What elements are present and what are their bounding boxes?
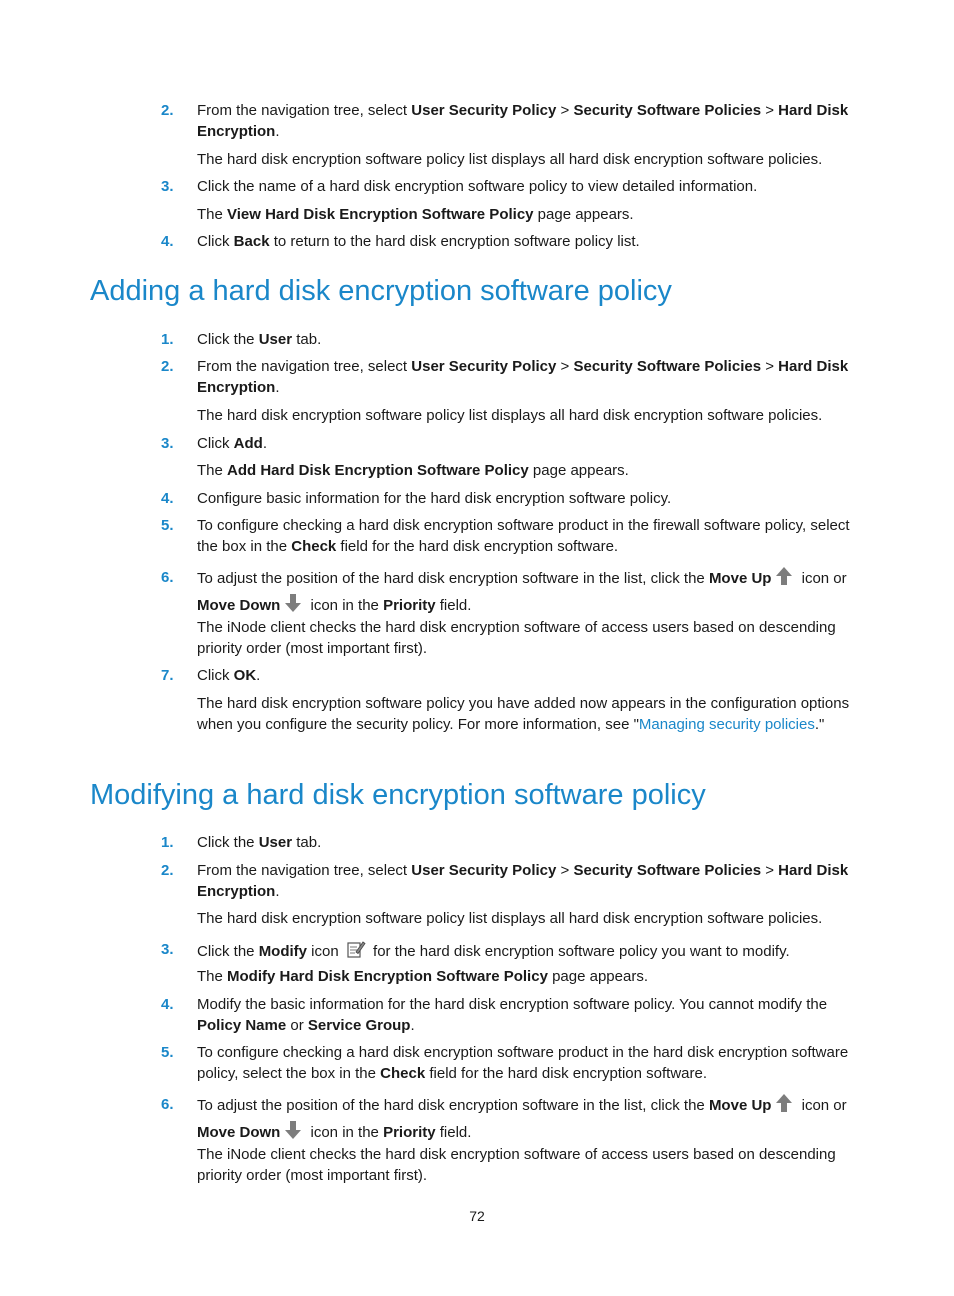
step-number: 2. <box>161 358 174 375</box>
page-number: 72 <box>469 1208 485 1224</box>
step-note: The hard disk encryption software policy list displays all hard disk encryption software policies. <box>197 407 823 424</box>
step-item: 1. Click the User tab. <box>161 331 322 348</box>
step-item: 2. From the navigation tree, select User Security Policy > Security Software Policies > Hard Disk Encryption. <box>161 102 849 140</box>
step-number: 2. <box>161 862 174 879</box>
move-down-icon <box>283 593 303 620</box>
step-note: The hard disk encryption software policy list displays all hard disk encryption software policies. <box>197 910 823 927</box>
step-item: 5. To configure checking a hard disk encryption software product in the firewall software policy, select the box in the Check field for the hard disk encryption software. <box>161 517 850 555</box>
menu-path-security-software-policies: Security Software Policies <box>573 102 762 119</box>
step-number: 4. <box>161 233 174 250</box>
step-note: The iNode client checks the hard disk encryption software of access users based on descending priority order (most important first). <box>197 619 836 657</box>
step-number: 7. <box>161 667 174 684</box>
step-item: 4. Modify the basic information for the hard disk encryption software policy. You cannot modify the Policy Name or Service Group. <box>161 996 828 1034</box>
modify-icon <box>346 939 366 965</box>
step-number: 6. <box>161 1096 174 1113</box>
section-heading-adding: Adding a hard disk encryption software policy <box>90 275 672 307</box>
managing-security-policies-link[interactable]: Managing security policies <box>638 716 815 733</box>
step-item: 2. From the navigation tree, select User Security Policy > Security Software Policies > Hard Disk Encryption. <box>161 358 849 396</box>
step-number: 4. <box>161 490 174 507</box>
step-item: 7. Click OK. <box>161 667 261 684</box>
step-note: The hard disk encryption software policy you have added now appears in the configuration options when you configure the security policy. For more information, see "Managing security policies." <box>197 695 850 733</box>
step-number: 4. <box>161 996 174 1013</box>
section-heading-modifying: Modifying a hard disk encryption software policy <box>90 779 706 811</box>
menu-path-hard-disk-encryption: Hard Disk Encryption <box>197 102 849 140</box>
step-number: 1. <box>161 834 174 851</box>
step-number: 3. <box>161 941 174 958</box>
step-item: 2. From the navigation tree, select User Security Policy > Security Software Policies > Hard Disk Encryption. <box>161 862 849 900</box>
step-item: 5. To configure checking a hard disk encryption software product in the hard disk encryption software policy, select the box in the Check field for the hard disk encryption software. <box>161 1044 849 1082</box>
move-up-icon <box>774 1093 794 1120</box>
step-item: 4. Configure basic information for the hard disk encryption software policy. <box>161 490 672 507</box>
step-number: 2. <box>161 102 174 119</box>
move-down-icon <box>283 1120 303 1147</box>
step-item: 3. Click the name of a hard disk encryption software policy to view detailed information. <box>161 178 758 195</box>
step-number: 5. <box>161 517 174 534</box>
step-item: 1. Click the User tab. <box>161 834 322 851</box>
step-item: 6. To adjust the position of the hard disk encryption software in the list, click the Move Up icon or Move Down icon in the Priority field. <box>161 566 866 620</box>
step-item: 3. Click the Modify icon for the hard disk encryption software policy you want to modify. <box>161 939 866 965</box>
step-item: 3. Click Add. <box>161 435 268 452</box>
step-note: The View Hard Disk Encryption Software Policy page appears. <box>197 206 634 223</box>
step-number: 3. <box>161 435 174 452</box>
step-note: The hard disk encryption software policy list displays all hard disk encryption software policies. <box>197 151 823 168</box>
step-number: 1. <box>161 331 174 348</box>
step-number: 5. <box>161 1044 174 1061</box>
step-item: 6. To adjust the position of the hard disk encryption software in the list, click the Move Up icon or Move Down icon in the Priority field. <box>161 1093 866 1147</box>
step-number: 6. <box>161 569 174 586</box>
move-up-icon <box>774 566 794 593</box>
step-note: The Add Hard Disk Encryption Software Policy page appears. <box>197 462 629 479</box>
step-note: The iNode client checks the hard disk encryption software of access users based on descending priority order (most important first). <box>197 1146 836 1184</box>
step-item: 4. Click Back to return to the hard disk encryption software policy list. <box>161 233 640 250</box>
menu-path-user-security-policy: User Security Policy <box>411 102 557 119</box>
step-number: 3. <box>161 178 174 195</box>
step-note: The Modify Hard Disk Encryption Software Policy page appears. <box>197 968 648 985</box>
